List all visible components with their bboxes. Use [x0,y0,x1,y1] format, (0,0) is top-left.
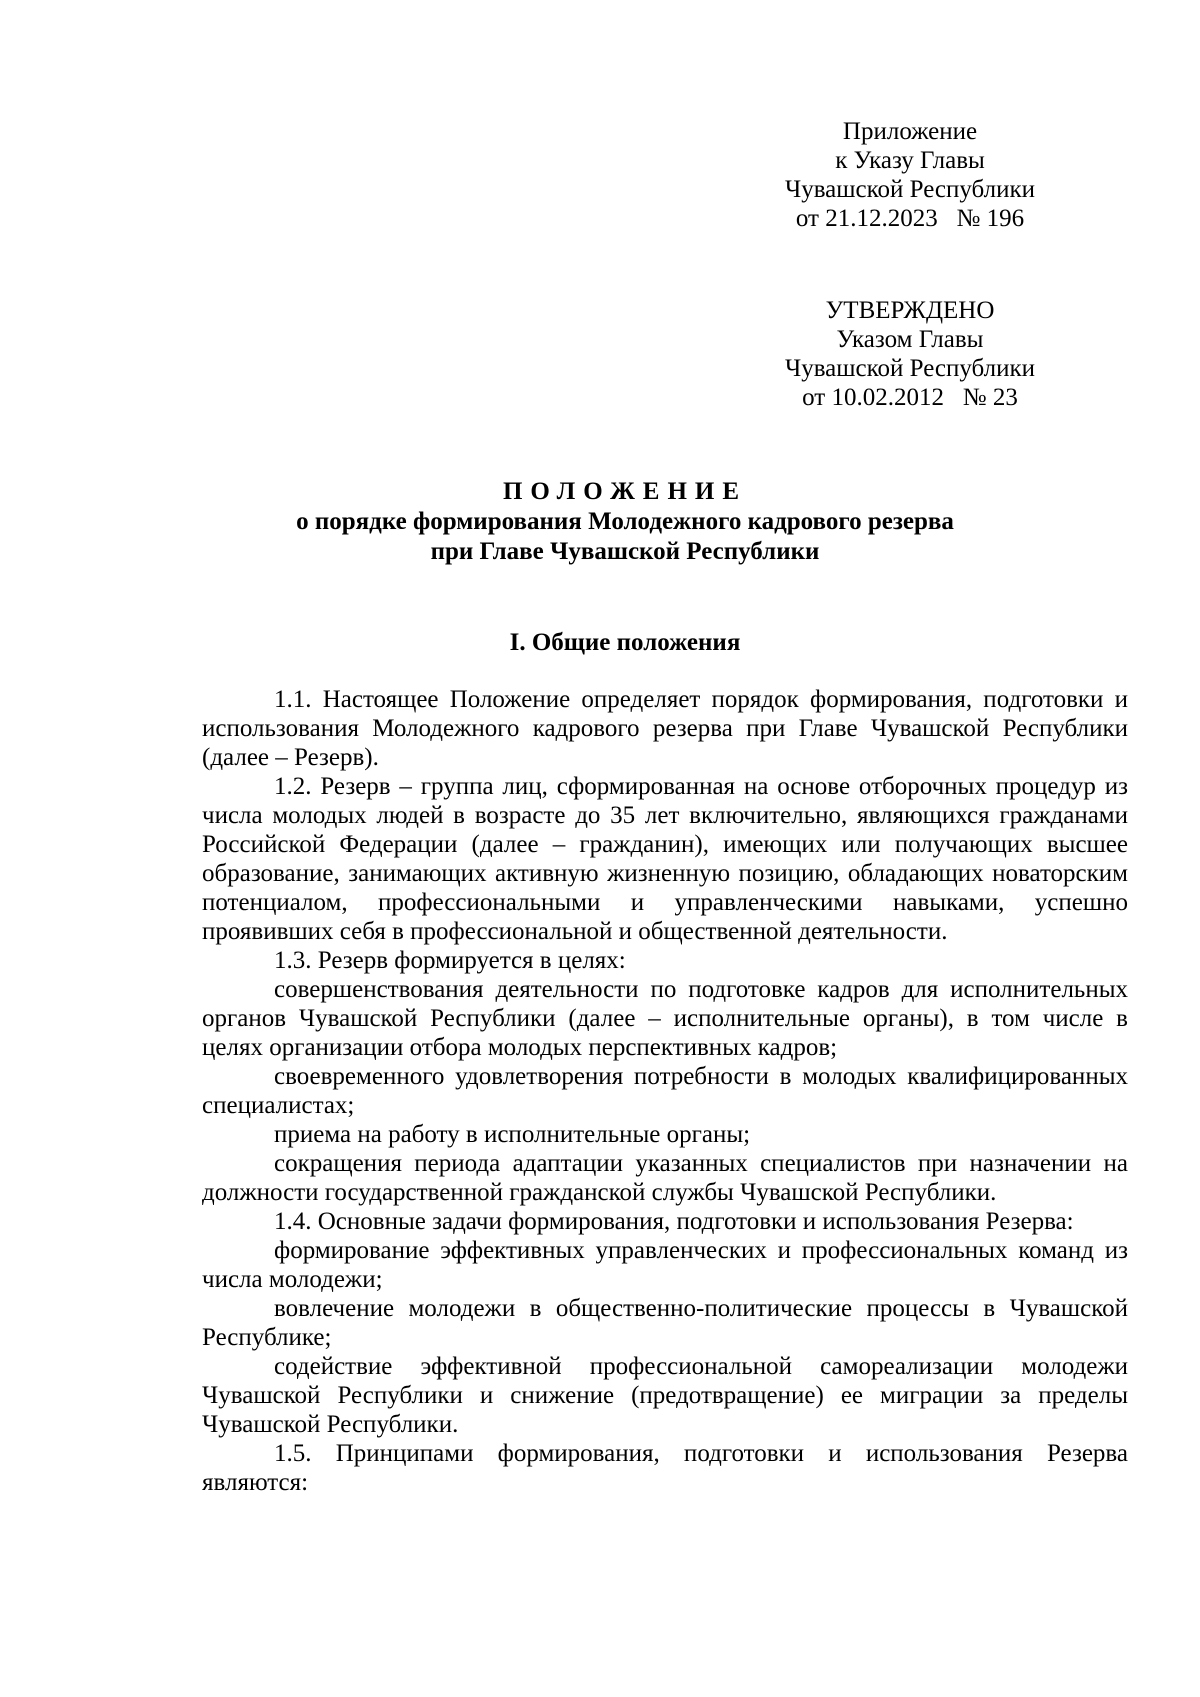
paragraph-1-4-item-2: вовлечение молодежи в общественно-политические процессы в Чувашской Республике; [202,1295,1128,1351]
title-main: ПОЛОЖЕНИЕ [502,478,748,505]
paragraph-1-4-item-1: формирование эффективных управленческих и профессиональных команд из числа молодежи; [202,1237,1128,1293]
paragraph-1-4: 1.4. Основные задачи формирования, подготовки и использования Резерва: [274,1208,1074,1235]
appendix-line-1: Приложение [842,118,978,145]
section-body [202,685,1128,1497]
approved-line-3: Чувашской Республики [784,355,1036,382]
paragraph-1-5: 1.5. Принципами формирования, подготовки и использования Резерва являются: [202,1440,1128,1496]
title-subtitle-line-1: о порядке формирования Молодежного кадрового резерва [296,508,954,535]
paragraph-1-3-item-1: совершенствования деятельности по подготовке кадров для исполнительных органов Чувашской Республики (далее – исполнительные органы), в том числе в целях организации отбора молодых перспективных кадров; [202,976,1128,1061]
paragraph-1-4-item-3: содействие эффективной профессиональной самореализации молодежи Чувашской Республики и снижение (предотвращение) ее миграции за пределы Чувашской Республики. [202,1353,1128,1438]
appendix-header [730,117,1090,233]
paragraph-1-3: 1.3. Резерв формируется в целях: [274,947,626,974]
title-subtitle-line-2: при Главе Чувашской Республики [430,538,820,565]
paragraph-1-3-item-4: сокращения периода адаптации указанных специалистов при назначении на должности государственной гражданской службы Чувашской Республики. [202,1150,1128,1206]
document-title [200,477,1050,567]
approved-line-4: от 10.02.2012 № 23 [802,384,1018,411]
appendix-line-2: к Указу Главы [835,147,985,174]
paragraph-1-2: 1.2. Резерв – группа лиц, сформированная на основе отборочных процедур из числа молодых людей в возрасте до 35 лет включительно, являющихся гражданами Российской Федерации (далее – гражданин), имеющих или получающих высшее образование, занимающих активную жизненную позицию, обладающих новаторским потенциалом, профессиональными и управленческими навыками, успешно проявивших себя в профессиональной и общественной деятельности. [202,773,1128,945]
approved-line-1: УТВЕРЖДЕНО [825,297,995,324]
paragraph-1-1: 1.1. Настоящее Положение определяет порядок формирования, подготовки и использования Молодежного кадрового резерва при Главе Чувашской Республики (далее – Резерв). [202,686,1128,771]
paragraph-1-3-item-3: приема на работу в исполнительные органы; [274,1121,751,1148]
appendix-line-3: Чувашской Республики [784,176,1036,203]
approved-line-2: Указом Главы [836,326,984,353]
approval-header [730,296,1090,412]
appendix-line-4: от 21.12.2023 № 196 [795,205,1025,232]
section-heading: I. Общие положения [509,629,741,656]
paragraph-1-3-item-2: своевременного удовлетворения потребности в молодых квалифицированных специалистах; [202,1063,1128,1119]
